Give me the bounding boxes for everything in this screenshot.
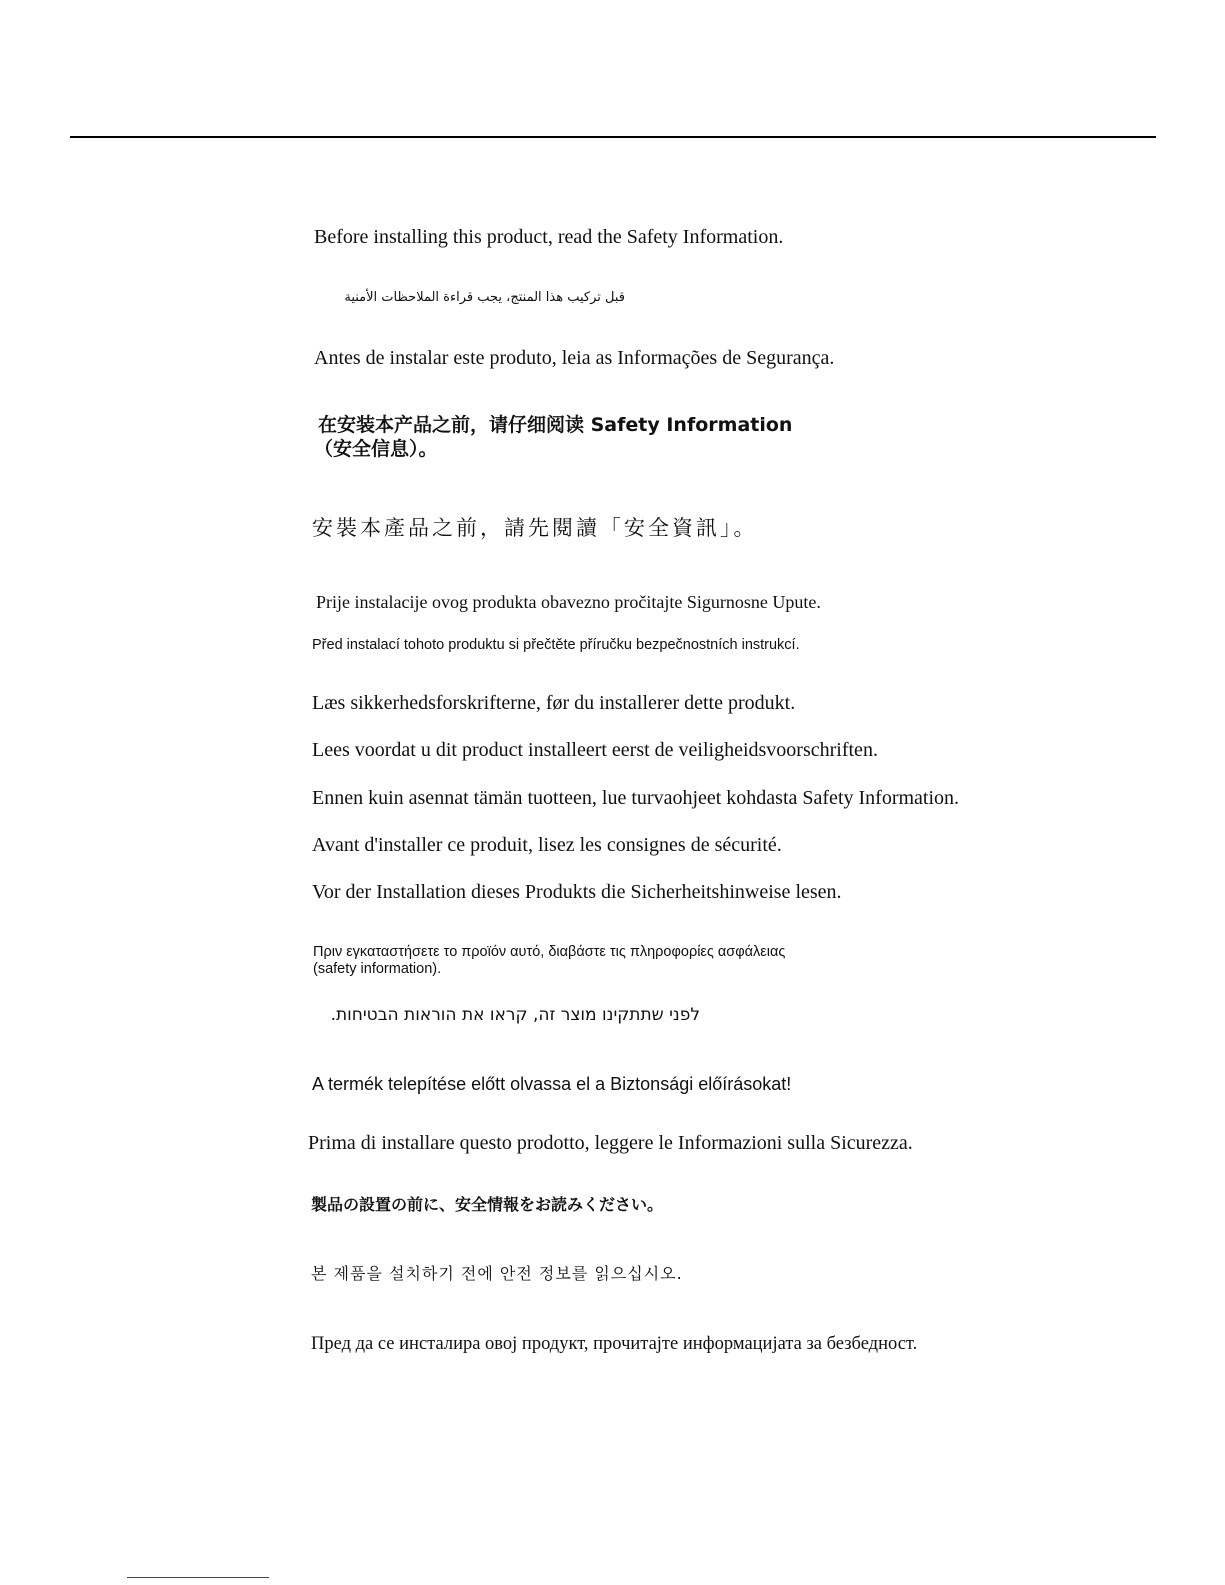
notice-danish: Læs sikkerhedsforskrifterne, før du installerer dette produkt. (312, 692, 796, 714)
notice-portuguese: Antes de instalar este produto, leia as Informações de Segurança. (314, 347, 835, 369)
notice-japanese: 製品の設置の前に、安全情報をお読みください。 (311, 1195, 664, 1214)
notice-korean: 본 제품을 설치하기 전에 안전 정보를 읽으십시오. (311, 1264, 683, 1283)
notice-finnish: Ennen kuin asennat tämän tuotteen, lue turvaohjeet kohdasta Safety Information. (312, 787, 960, 809)
notice-czech: Před instalací tohoto produktu si přečtěte příručku bezpečnostních instrukcí. (312, 637, 800, 653)
notice-chinese-simplified-line2: （安全信息）。 (314, 438, 438, 460)
notice-english: Before installing this product, read the Safety Information. (314, 226, 784, 248)
notice-greek-line1: Πριν εγκαταστήσετε το προϊόν αυτό, διαβάστε τις πληροφορίες ασφάλειας (313, 944, 786, 960)
notice-italian: Prima di installare questo prodotto, leggere le Informazioni sulla Sicurezza. (308, 1132, 913, 1154)
notice-croatian: Prije instalacije ovog produkta obavezno pročitajte Sigurnosne Upute. (316, 592, 821, 612)
header-rule (70, 136, 1156, 138)
notice-hebrew: לפני שתתקינו מוצר זה, קראו את הוראות הבטיחות. (330, 1005, 700, 1025)
notice-german: Vor der Installation dieses Produkts die Sicherheitshinweise lesen. (312, 881, 842, 903)
notice-dutch: Lees voordat u dit product installeert eerst de veiligheidsvoorschriften. (312, 739, 878, 761)
notice-chinese-traditional: 安裝本產品之前，請先閱讀「安全資訊」。 (312, 516, 758, 540)
notice-hungarian: A termék telepítése előtt olvassa el a Biztonsági előírásokat! (312, 1074, 792, 1094)
notice-arabic: قبل تركيب هذا المنتج، يجب قراءة الملاحظات الأمنية (344, 290, 625, 305)
notice-french: Avant d'installer ce produit, lisez les consignes de sécurité. (312, 834, 782, 856)
notice-macedonian: Пред да се инсталира овој продукт, прочитајте информацијата за безбедност. (311, 1334, 918, 1354)
notice-chinese-simplified-line1: 在安装本产品之前，请仔细阅读 Safety Information (318, 414, 793, 436)
footer-link-underline (127, 1577, 269, 1578)
notice-greek-line2: (safety information). (313, 961, 442, 977)
